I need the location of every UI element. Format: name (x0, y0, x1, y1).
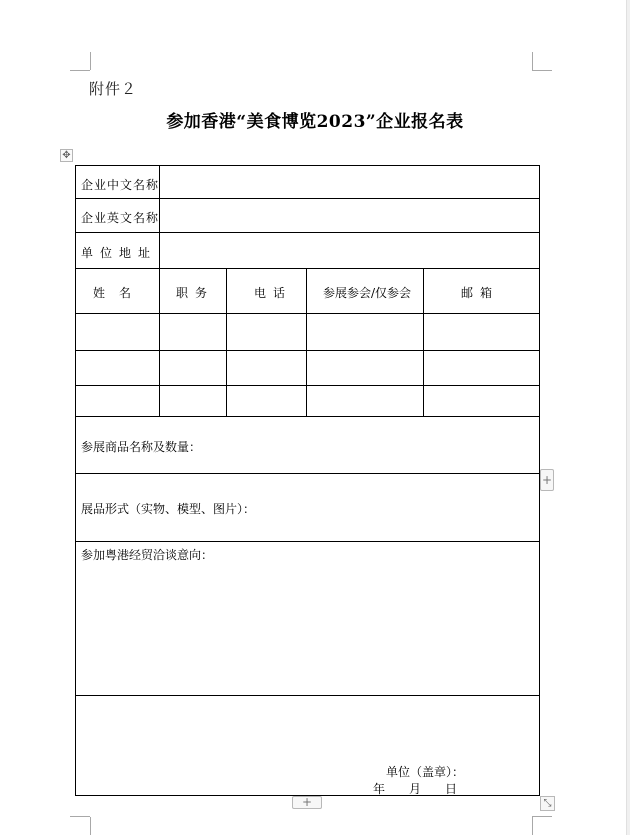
col-line (306, 268, 307, 416)
row-line (75, 416, 540, 417)
company-en-label: 企业英文名称 (81, 211, 160, 225)
seal-label: 单位（盖章）： (386, 765, 465, 779)
table-border-top (75, 165, 540, 166)
row-line (75, 473, 540, 474)
exhibit-form-label: 展品形式（实物、模型、图片）： (81, 502, 256, 516)
col-header-email: 邮箱 (461, 286, 500, 300)
table-move-handle-icon[interactable]: ✥ (60, 149, 73, 162)
col-header-phone: 电话 (254, 286, 293, 300)
scrollbar-edge[interactable] (626, 0, 630, 835)
row-line (75, 232, 540, 233)
col-line (226, 268, 227, 416)
col-line (423, 268, 424, 416)
col-header-attendance: 参展参会/仅参会 (323, 286, 412, 300)
trade-intent-label: 参加粤港经贸洽谈意向： (81, 548, 214, 562)
row-line (75, 198, 540, 199)
row-line (75, 313, 540, 314)
address-label: 单位地址 (81, 246, 158, 260)
table-border-left (75, 165, 76, 796)
date-label: 年 月 日 (373, 782, 458, 796)
table-resize-icon[interactable]: ⤡ (540, 796, 555, 811)
col-header-name: 姓名 (93, 286, 146, 300)
row-line (75, 541, 540, 542)
add-row-button[interactable]: + (292, 796, 322, 809)
add-column-button[interactable]: + (540, 469, 554, 491)
document-title: 参加香港“美食博览2023”企业报名表 (166, 112, 464, 132)
col-line (159, 165, 160, 416)
row-line (75, 695, 540, 696)
company-cn-label: 企业中文名称 (81, 178, 160, 192)
exhibit-goods-label: 参展商品名称及数量： (81, 440, 202, 454)
col-header-title: 职务 (176, 286, 215, 300)
attachment-label: 附件２ (89, 80, 138, 98)
row-line (75, 268, 540, 269)
row-line (75, 350, 540, 351)
row-line (75, 385, 540, 386)
